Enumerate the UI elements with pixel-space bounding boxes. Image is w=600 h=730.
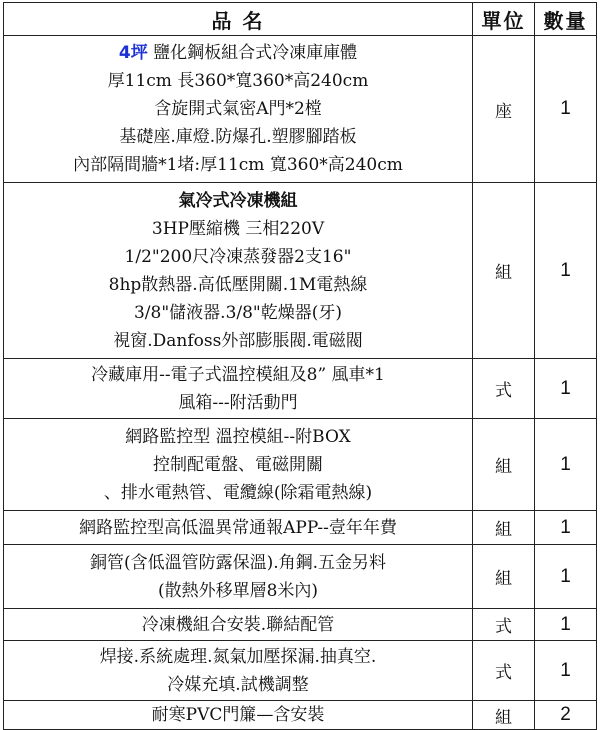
item-description: [4, 701, 473, 730]
item-qty: 1: [535, 36, 597, 183]
column-header-name: 品 名: [4, 3, 473, 36]
item-description: [4, 641, 473, 701]
table-row: [4, 36, 597, 183]
item-qty: 2: [535, 701, 597, 730]
table-row: [4, 183, 597, 359]
item-unit: 組: [473, 545, 535, 609]
item-line: 耐寒PVC門簾—含安裝: [151, 705, 325, 725]
item-description: [4, 511, 473, 545]
item-line: 網路監控型 溫控模組--附BOX: [125, 426, 351, 447]
item-description: [4, 419, 473, 511]
header-row: [4, 3, 597, 36]
item-line: (散熱外移單層8米內): [157, 580, 319, 601]
item-line: 基礎座.庫燈.防爆孔.塑膠腳踏板: [119, 127, 357, 147]
item-qty: 1: [535, 359, 597, 419]
item-line: 氣冷式冷凍機組: [178, 190, 298, 211]
item-line: 1/2"200尺冷凍蒸發器2支16": [124, 246, 352, 267]
item-line: 3HP壓縮機 三相220V: [151, 218, 325, 239]
item-qty: 1: [535, 545, 597, 609]
item-qty: 1: [535, 609, 597, 641]
column-header-unit: 單位: [473, 3, 535, 36]
item-line: 厚11cm 長360*寬360*高240cm: [107, 71, 369, 91]
quotation-table: [3, 2, 597, 730]
table-row: [4, 545, 597, 609]
item-line: 3/8"儲液器.3/8"乾燥器(牙): [133, 302, 343, 323]
item-line: 8hp散熱器.高低壓開關.1M電熱線: [108, 274, 368, 295]
item-line: 風箱---附活動門: [178, 392, 298, 413]
item-qty: 1: [535, 183, 597, 359]
item-line: 視窗.Danfoss外部膨脹閥.電磁閥: [113, 330, 363, 351]
item-unit: 組: [473, 511, 535, 545]
table-row: [4, 419, 597, 511]
item-unit: 式: [473, 609, 535, 641]
item-unit: 座: [473, 36, 535, 183]
item-unit: 組: [473, 701, 535, 730]
item-description: [4, 545, 473, 609]
item-line: 內部隔間牆*1堵:厚11cm 寬360*高240cm: [73, 155, 403, 175]
table-row: [4, 701, 597, 730]
item-qty: 1: [535, 511, 597, 545]
item-unit: 式: [473, 359, 535, 419]
item-line: 含旋開式氣密A門*2樘: [154, 99, 322, 119]
item-unit: 組: [473, 419, 535, 511]
item-unit: 式: [473, 641, 535, 701]
item-description: [4, 609, 473, 641]
item-line: 控制配電盤、電磁開關: [153, 454, 323, 475]
item-description: [4, 36, 473, 183]
item-description: [4, 183, 473, 359]
table-row: [4, 359, 597, 419]
table-row: [4, 609, 597, 641]
item-size-lead: 4坪: [118, 43, 148, 63]
item-unit: 組: [473, 183, 535, 359]
table-row: [4, 511, 597, 545]
item-line: 4坪 鹽化鋼板組合式冷凍庫庫體: [118, 43, 358, 63]
item-line: 、排水電熱管、電纜線(除霜電熱線): [103, 482, 373, 503]
item-line: 網路監控型高低溫異常通報APP--壹年年費: [79, 517, 397, 538]
item-line: 銅管(含低溫管防露保溫).角鋼.五金另料: [89, 552, 387, 573]
item-line: 焊接.系統處理.氮氣加壓探漏.抽真空.: [99, 646, 377, 667]
table-row: [4, 641, 597, 701]
item-line: 冷藏庫用--電子式溫控模組及8” 風車*1: [91, 364, 385, 385]
item-qty: 1: [535, 641, 597, 701]
item-line: 冷媒充填.試機調整: [167, 674, 309, 695]
item-qty: 1: [535, 419, 597, 511]
item-line: 冷凍機組合安裝.聯結配管: [141, 614, 335, 635]
item-description: [4, 359, 473, 419]
column-header-qty: 數量: [535, 3, 597, 36]
